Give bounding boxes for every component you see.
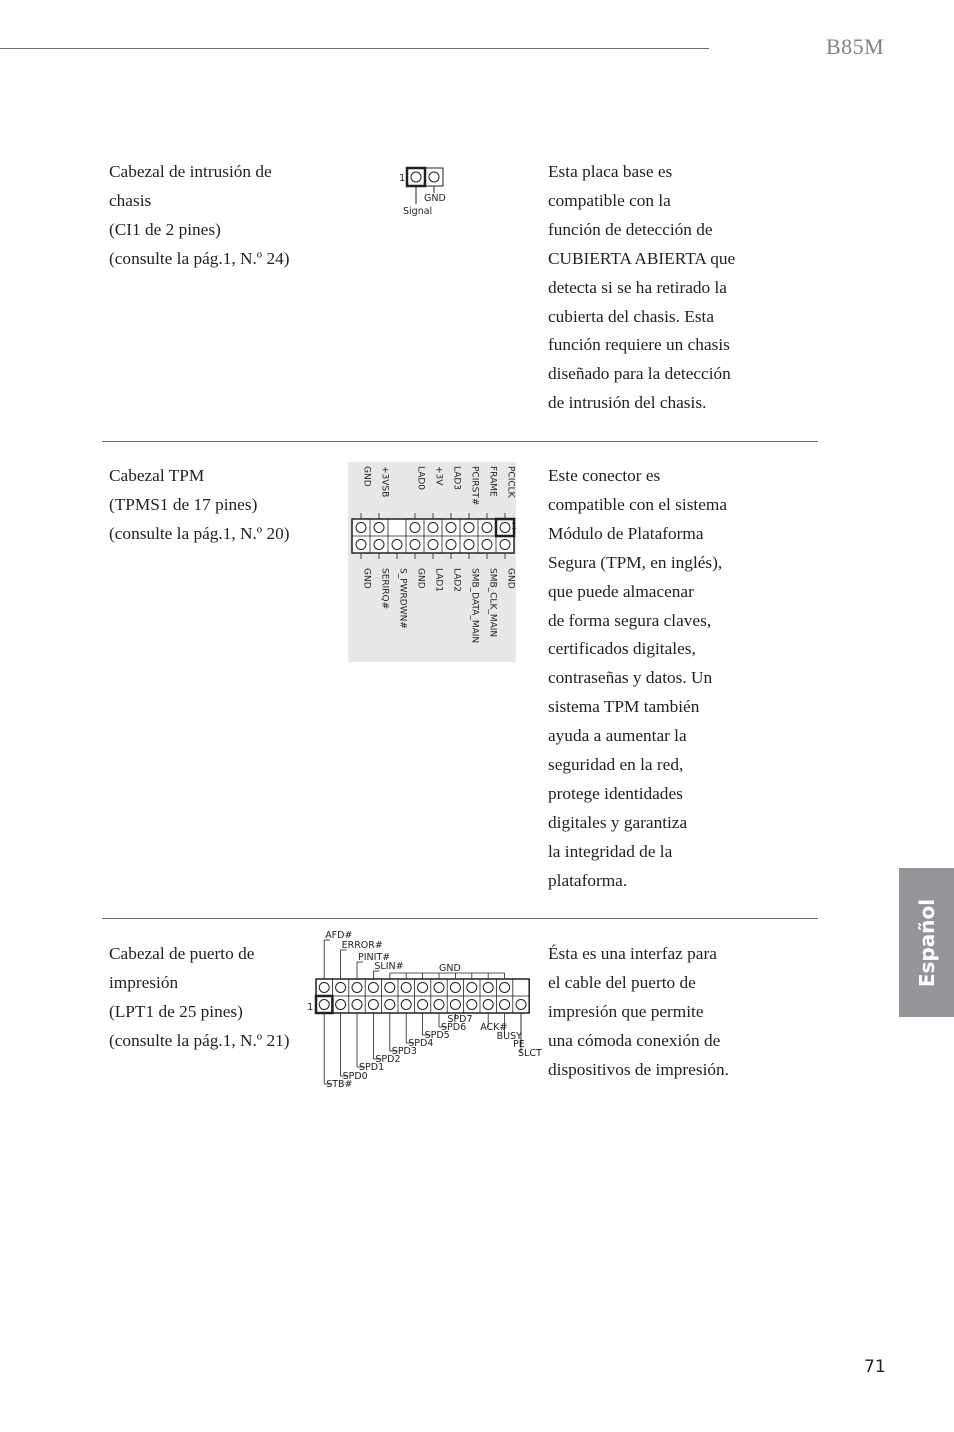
language-tab (899, 868, 954, 1017)
tpm-bottom-label: GND (361, 568, 372, 589)
section-divider (102, 441, 818, 442)
section-divider (102, 918, 818, 919)
tpm-top-label: +3VSB (379, 466, 390, 498)
text-line: compatible con el sistema (548, 494, 727, 514)
lpt-pin-label: ACK# (480, 1022, 508, 1033)
pin1-label: 1 (511, 522, 517, 532)
text-line: la integridad de la (548, 841, 673, 861)
lpt-pin-label: SPD2 (375, 1054, 401, 1065)
text-line: una cómoda conexión de (548, 1030, 721, 1050)
model-name: B85M (826, 34, 885, 59)
text-line: Cabezal TPM (109, 466, 205, 485)
gnd-label: GND (424, 193, 446, 204)
text-line: seguridad en la red, (548, 755, 684, 775)
text-line: (consulte la pág.1, N.º 20) (109, 523, 290, 543)
tpm-top-label: PCICLK (505, 466, 516, 498)
language-tab-label: Español (914, 898, 939, 987)
lpt-pin-label: STB# (326, 1079, 353, 1090)
tpm-top-label: FRAME (487, 466, 498, 497)
text-line: Cabezal de intrusión de (109, 162, 272, 181)
header-rule (0, 48, 709, 49)
lpt-pin-label: SPD1 (359, 1062, 385, 1073)
text-line: Esta placa base es (548, 162, 673, 181)
lpt-pin-label: SLCT (518, 1048, 542, 1059)
tpm-bottom-label: LAD1 (433, 568, 444, 593)
signal-label: Signal (403, 206, 433, 217)
tpm-bottom-label: GND (505, 568, 516, 589)
tpm-header-title (109, 462, 329, 549)
tpm-bottom-label: SERIRQ# (379, 568, 390, 610)
tpm-top-label: LAD0 (415, 466, 426, 491)
text-line: protege identidades (548, 783, 683, 803)
text-line: (LPT1 de 25 pines) (109, 1001, 243, 1021)
text-line: CUBIERTA ABIERTA que (548, 248, 736, 268)
text-line: (CI1 de 2 pines) (109, 219, 221, 239)
text-line: digitales y garantiza (548, 812, 688, 832)
text-line: función de detección de (548, 219, 713, 239)
pin1-label: 1 (307, 1002, 314, 1013)
lpt-pin-label: SPD3 (391, 1046, 417, 1057)
text-line: chasis (109, 190, 152, 210)
text-line: certificados digitales, (548, 639, 696, 659)
tpm-description (548, 462, 788, 896)
lpt-pin-label: PE (513, 1039, 525, 1050)
text-line: Ésta es una interfaz para (548, 944, 717, 963)
printer-port-description (548, 940, 788, 1085)
lpt-pin-label: SPD0 (342, 1071, 368, 1082)
tpm-bottom-label: LAD2 (451, 568, 462, 593)
lpt-pin-label: SLIN# (374, 961, 404, 972)
text-line: el cable del puerto de (548, 972, 696, 992)
lpt-pin-label: AFD# (325, 930, 353, 941)
text-line: que puede almacenar (548, 581, 694, 601)
page-number: 71 (864, 1357, 886, 1377)
text-line: cubierta del chasis. Esta (548, 306, 715, 326)
lpt-pin-label: SPD7 (447, 1014, 473, 1025)
text-line: Segura (TPM, en inglés), (548, 552, 723, 572)
text-line: sistema TPM también (548, 697, 700, 717)
text-line: dispositivos de impresión. (548, 1059, 729, 1079)
text-line: compatible con la (548, 190, 671, 210)
tpm-top-label: +3V (433, 466, 444, 486)
lpt-pin-label: ERROR# (341, 940, 383, 951)
lpt-pin-label: BUSY (496, 1031, 522, 1042)
text-line: diseñado para la detección (548, 364, 731, 384)
text-line: Cabezal de puerto de (109, 944, 255, 963)
text-line: ayuda a aumentar la (548, 726, 687, 746)
text-line: (consulte la pág.1, N.º 21) (109, 1030, 290, 1050)
tpm-bottom-label: S_PWRDWN# (397, 568, 408, 629)
tpm-top-label: GND (361, 466, 372, 487)
text-line: impresión (109, 972, 179, 992)
lpt-pin-label: SPD6 (441, 1022, 467, 1033)
text-line: impresión que permite (548, 1001, 704, 1021)
chassis-intrusion-description (548, 158, 788, 418)
text-line: plataforma. (548, 870, 628, 890)
tpm-bottom-label: SMB_CLK_MAIN (487, 568, 498, 638)
text-line: (consulte la pág.1, N.º 24) (109, 248, 290, 268)
text-line: función requiere un chasis (548, 335, 730, 355)
pin1-label: 1 (399, 173, 406, 184)
text-line: (TPMS1 de 17 pines) (109, 494, 258, 514)
text-line: Este conector es (548, 466, 661, 485)
lpt-pin-diagram (306, 930, 542, 1096)
tpm-top-label: LAD3 (451, 466, 462, 491)
text-line: contraseñas y datos. Un (548, 668, 713, 688)
printer-port-title (109, 940, 329, 1056)
text-line: de intrusión del chasis. (548, 393, 707, 413)
tpm-pin-diagram (348, 462, 516, 662)
lpt-pin-label: SPD4 (408, 1038, 434, 1049)
tpm-bottom-label: SMB_DATA_MAIN (469, 568, 480, 644)
text-line: detecta si se ha retirado la (548, 277, 727, 297)
lpt-pin-label: GND (439, 963, 461, 974)
text-line: Módulo de Plataforma (548, 523, 704, 543)
chassis-intrusion-diagram (398, 163, 458, 217)
tpm-bottom-label: GND (415, 568, 426, 589)
tpm-top-label: PCIRST# (469, 466, 480, 506)
lpt-pin-label: SPD5 (424, 1030, 450, 1041)
chassis-intrusion-title (109, 158, 329, 274)
lpt-pin-label: PINIT# (358, 952, 391, 963)
text-line: de forma segura claves, (548, 610, 712, 630)
